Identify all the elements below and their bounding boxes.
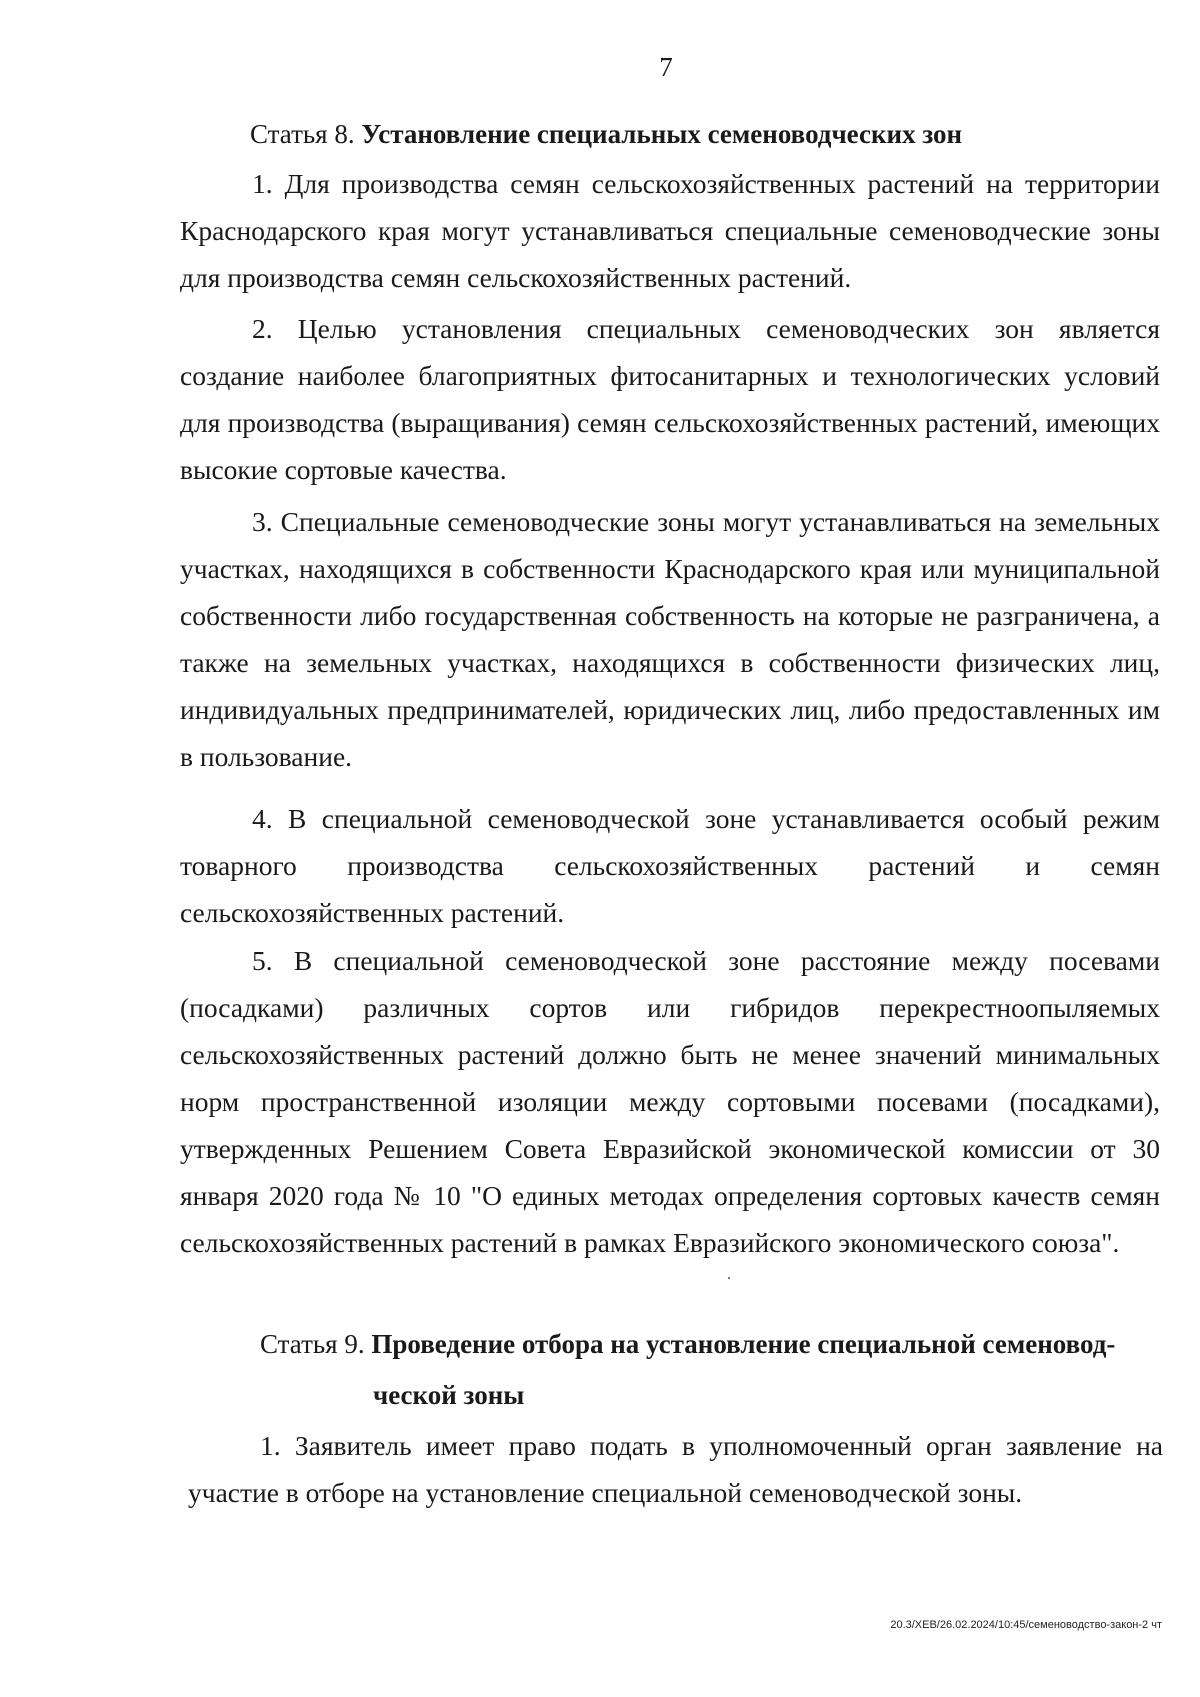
scan-speck	[728, 1277, 730, 1279]
article-9-heading	[260, 1322, 1160, 1418]
article-8-paragraph-3: 3. Специальные семеноводческие зоны могут устанавливаться на земельных участках, находящихся в собственности Краснодарского края или муниципальной собственности либо государственная собственность на которые не разграничена, а также на земельных участках, находящихся в собственности физических лиц, индивидуальных предпринимателей, юридических лиц, либо предоставленных им в пользование.	[180, 506, 1160, 772]
article-8-paragraph-5: 5. В специальной семеноводческой зоне расстояние между посевами (посадками) различных сортов или гибридов перекрестноопыляемых сельскохозяйственных растений должно быть не менее значений минимальных норм пространственной изоляции между сортовыми посевами (посадками), утвержденных Решением Совета Евразийской экономической комиссии от 30 января 2020 года № 10 "О единых методах определения сортовых качеств семян сельскохозяйственных растений в рамках Евразийского экономического союза".	[180, 945, 1160, 1258]
article-9-number: Статья 9.	[260, 1329, 365, 1359]
article-8-title: Установление специальных семеноводческих зон	[361, 119, 963, 149]
article-8-number: Статья 8.	[250, 119, 355, 149]
footer-document-code: 20.3/ХЕВ/26.02.2024/10:45/семеноводство-закон-2 чт	[890, 1619, 1162, 1631]
article-9-title-line-2: ческой зоны	[373, 1380, 525, 1410]
article-8-heading	[250, 112, 1150, 157]
article-8-paragraph-2: 2. Целью установления специальных семеноводческих зон является создание наиболее благоприятных фитосанитарных и технологических условий для производства (выращивания) семян сельскохозяйственных растений, имеющих высокие сортовые качества.	[180, 313, 1160, 485]
article-8-paragraph-1: 1. Для производства семян сельскохозяйственных растений на территории Краснодарского края могут устанавливаться специальные семеноводческие зоны для производства семян сельскохозяйственных растений.	[180, 168, 1160, 293]
article-9-paragraph-1: 1. Заявитель имеет право подать в уполномоченный орган заявление на участие в отборе на установление специальной семеноводческой зоны.	[188, 1430, 1163, 1508]
article-9-title-line-1: Проведение отбора на установление специальной семеновод-	[371, 1329, 1116, 1359]
article-8-paragraph-4: 4. В специальной семеноводческой зоне устанавливается особый режим товарного производства сельскохозяйственных растений и семян сельскохозяйственных растений.	[180, 803, 1160, 928]
page-number: 7	[659, 52, 673, 82]
